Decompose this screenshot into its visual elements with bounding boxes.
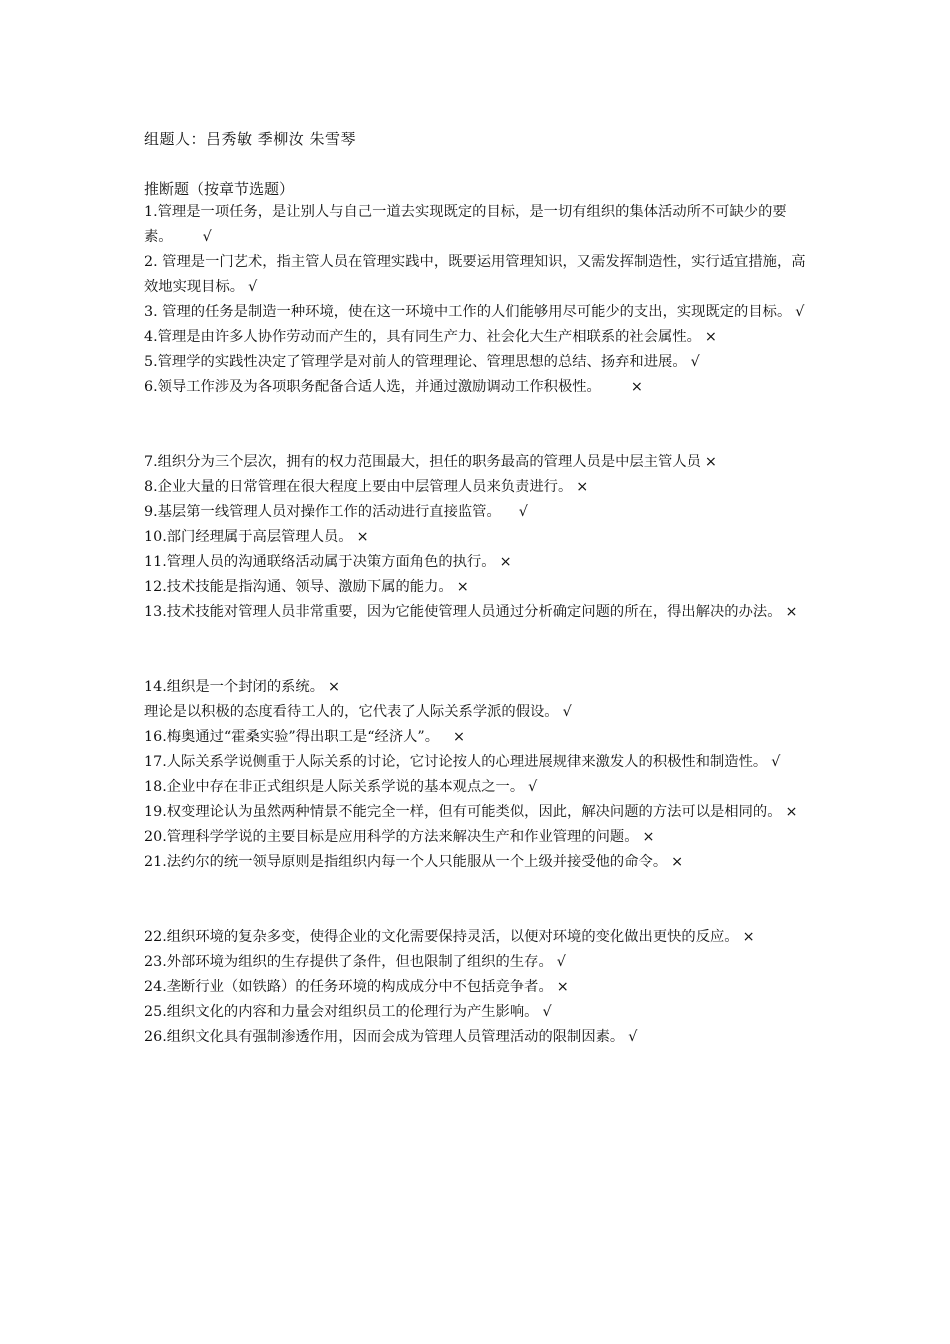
question-item	[144, 200, 810, 250]
question-item	[144, 475, 810, 500]
answer-mark: √	[795, 304, 805, 320]
question-block-4	[144, 925, 810, 1050]
answer-mark: ×	[328, 679, 340, 695]
question-item	[144, 700, 810, 725]
question-item	[144, 350, 810, 375]
question-item	[144, 1000, 810, 1025]
answer-mark: ×	[456, 579, 469, 595]
answer-mark: ×	[576, 479, 589, 495]
answer-mark: √	[528, 779, 538, 795]
answer-mark: √	[542, 1004, 552, 1020]
question-text: 6.领导工作涉及为各项职务配备合适人选，并通过激励调动工作积极性。	[144, 379, 601, 395]
question-item	[144, 850, 810, 875]
answer-mark: ×	[785, 804, 798, 820]
answer-mark: ×	[704, 454, 717, 470]
answer-mark: ×	[499, 554, 512, 570]
authors-line: 组题人：吕秀敏 季柳汝 朱雪琴	[144, 130, 357, 148]
question-block-2	[144, 450, 810, 625]
question-text: 1.管理是一项任务，是让别人与自己一道去实现既定的目标，是一切有组织的集体活动所不可缺少的要素。	[144, 204, 787, 245]
question-text: 24.垄断行业（如铁路）的任务环境的构成成分中不包括竞争者。	[144, 979, 553, 995]
question-item	[144, 600, 810, 625]
answer-mark: ×	[556, 979, 569, 995]
question-text: 18.企业中存在非正式组织是人际关系学说的基本观点之一。	[144, 779, 525, 795]
question-item	[144, 825, 810, 850]
question-item	[144, 375, 810, 400]
question-text: 16.梅奥通过“霍桑实验”得出职工是“经济人”。	[144, 729, 440, 745]
answer-mark: √	[771, 754, 781, 770]
question-item	[144, 300, 810, 325]
answer-mark: ×	[785, 604, 798, 620]
question-text: 17.人际关系学说侧重于人际关系的讨论，它讨论按人的心理进展规律来激发人的积极性和制造性。	[144, 754, 768, 770]
question-item	[144, 1025, 810, 1050]
question-text: 19.权变理论认为虽然两种情景不能完全一样，但有可能类似，因此，解决问题的方法可以是相同的。	[144, 804, 782, 820]
question-block-1	[144, 200, 810, 400]
answer-mark: √	[690, 354, 700, 370]
question-item	[144, 250, 810, 300]
question-item	[144, 325, 810, 350]
question-text: 2. 管理是一门艺术，指主管人员在管理实践中，既要运用管理知识，又需发挥制造性，实行适宜措施，高效地实现目标。	[144, 254, 806, 295]
question-item	[144, 950, 810, 975]
question-text: 25.组织文化的内容和力量会对组织员工的伦理行为产生影响。	[144, 1004, 539, 1020]
answer-mark: ×	[642, 829, 655, 845]
answer-mark: √	[556, 954, 566, 970]
question-text: 23.外部环境为组织的生存提供了条件，但也限制了组织的生存。	[144, 954, 553, 970]
question-text: 8.企业大量的日常管理在很大程度上要由中层管理人员来负责进行。	[144, 479, 573, 495]
question-text: 11.管理人员的沟通联络活动属于决策方面角色的执行。	[144, 554, 496, 570]
question-blocks	[144, 200, 810, 1050]
answer-mark: √	[562, 704, 572, 720]
question-item	[144, 450, 810, 475]
answer-mark: ×	[704, 329, 717, 345]
answer-mark: ×	[356, 529, 369, 545]
question-item	[144, 525, 810, 550]
question-text: 9.基层第一线管理人员对操作工作的活动进行直接监管。	[144, 504, 501, 520]
question-item	[144, 550, 810, 575]
question-text: 22.组织环境的复杂多变，使得企业的文化需要保持灵活，以便对环境的变化做出更快的反应。	[144, 929, 739, 945]
question-text: 4.管理是由许多人协作劳动而产生的，具有同生产力、社会化大生产相联系的社会属性。	[144, 329, 701, 345]
question-text: 13.技术技能对管理人员非常重要，因为它能使管理人员通过分析确定问题的所在，得出解决的办法。	[144, 604, 782, 620]
question-text: 20.管理科学学说的主要目标是应用科学的方法来解决生产和作业管理的问题。	[144, 829, 639, 845]
question-text: 26.组织文化具有强制渗透作用，因而会成为管理人员管理活动的限制因素。	[144, 1029, 625, 1045]
question-text: 14.组织是一个封闭的系统。	[144, 679, 325, 695]
question-item	[144, 725, 810, 750]
question-text: 5.管理学的实践性决定了管理学是对前人的管理理论、管理思想的总结、扬弃和进展。	[144, 354, 687, 370]
question-text: 3. 管理的任务是制造一种环境，使在这一环境中工作的人们能够用尽可能少的支出，实现既定的目标。	[144, 304, 792, 320]
question-item	[144, 675, 810, 700]
question-item	[144, 925, 810, 950]
answer-mark: ×	[742, 929, 755, 945]
answer-mark: ×	[630, 379, 643, 395]
answer-mark: √	[518, 504, 528, 520]
answer-mark: √	[248, 279, 258, 295]
question-item	[144, 975, 810, 1000]
question-text: 理论是以积极的态度看待工人的，它代表了人际关系学派的假设。	[144, 704, 559, 720]
answer-mark: ×	[671, 854, 684, 870]
answer-mark: ×	[453, 729, 466, 745]
question-text: 12.技术技能是指沟通、领导、激励下属的能力。	[144, 579, 453, 595]
question-block-3	[144, 675, 810, 875]
question-text: 7.组织分为三个层次，拥有的权力范围最大，担任的职务最高的管理人员是中层主管人员	[144, 454, 701, 470]
answer-mark: √	[628, 1029, 638, 1045]
question-text: 10.部门经理属于高层管理人员。	[144, 529, 353, 545]
answer-mark: √	[202, 229, 212, 245]
question-item	[144, 575, 810, 600]
question-item	[144, 500, 810, 525]
question-item	[144, 750, 810, 775]
section-title: 推断题（按章节选题）	[144, 180, 295, 198]
question-text: 21.法约尔的统一领导原则是指组织内每一个人只能服从一个上级并接受他的命令。	[144, 854, 668, 870]
question-item	[144, 775, 810, 800]
question-item	[144, 800, 810, 825]
